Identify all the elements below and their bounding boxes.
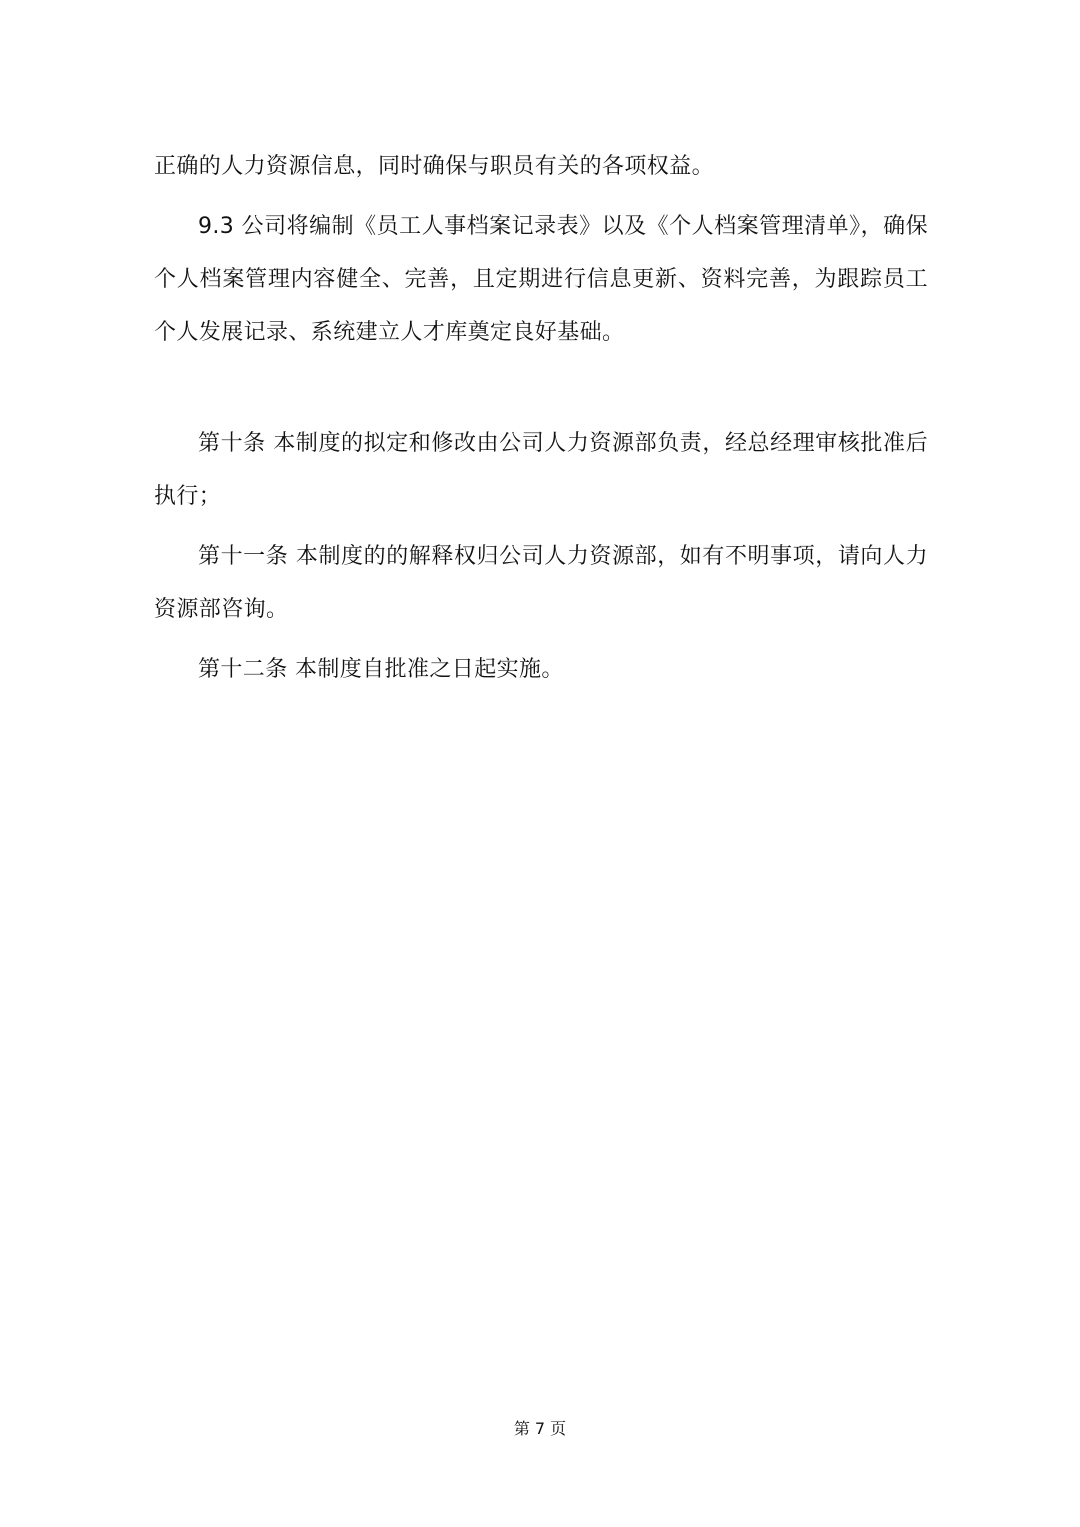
paragraph-article-11: 第十一条 本制度的的解释权归公司人力资源部，如有不明事项，请向人力资源部咨询。 bbox=[154, 544, 928, 622]
page-number-footer: 第 7 页 bbox=[513, 1419, 567, 1438]
paragraph-article-12: 第十二条 本制度自批准之日起实施。 bbox=[198, 657, 564, 682]
paragraph-continuation: 正确的人力资源信息，同时确保与职员有关的各项权益。 bbox=[154, 154, 715, 179]
document-body bbox=[154, 140, 928, 696]
paragraph-9-3: 9.3 公司将编制《员工人事档案记录表》以及《个人档案管理清单》，确保个人档案管理内容健全、完善，且定期进行信息更新、资料完善，为跟踪员工个人发展记录、系统建立人才库奠定良好基础。 bbox=[154, 214, 928, 345]
paragraph-article-10: 第十条 本制度的拟定和修改由公司人力资源部负责，经总经理审核批准后执行； bbox=[154, 431, 928, 509]
